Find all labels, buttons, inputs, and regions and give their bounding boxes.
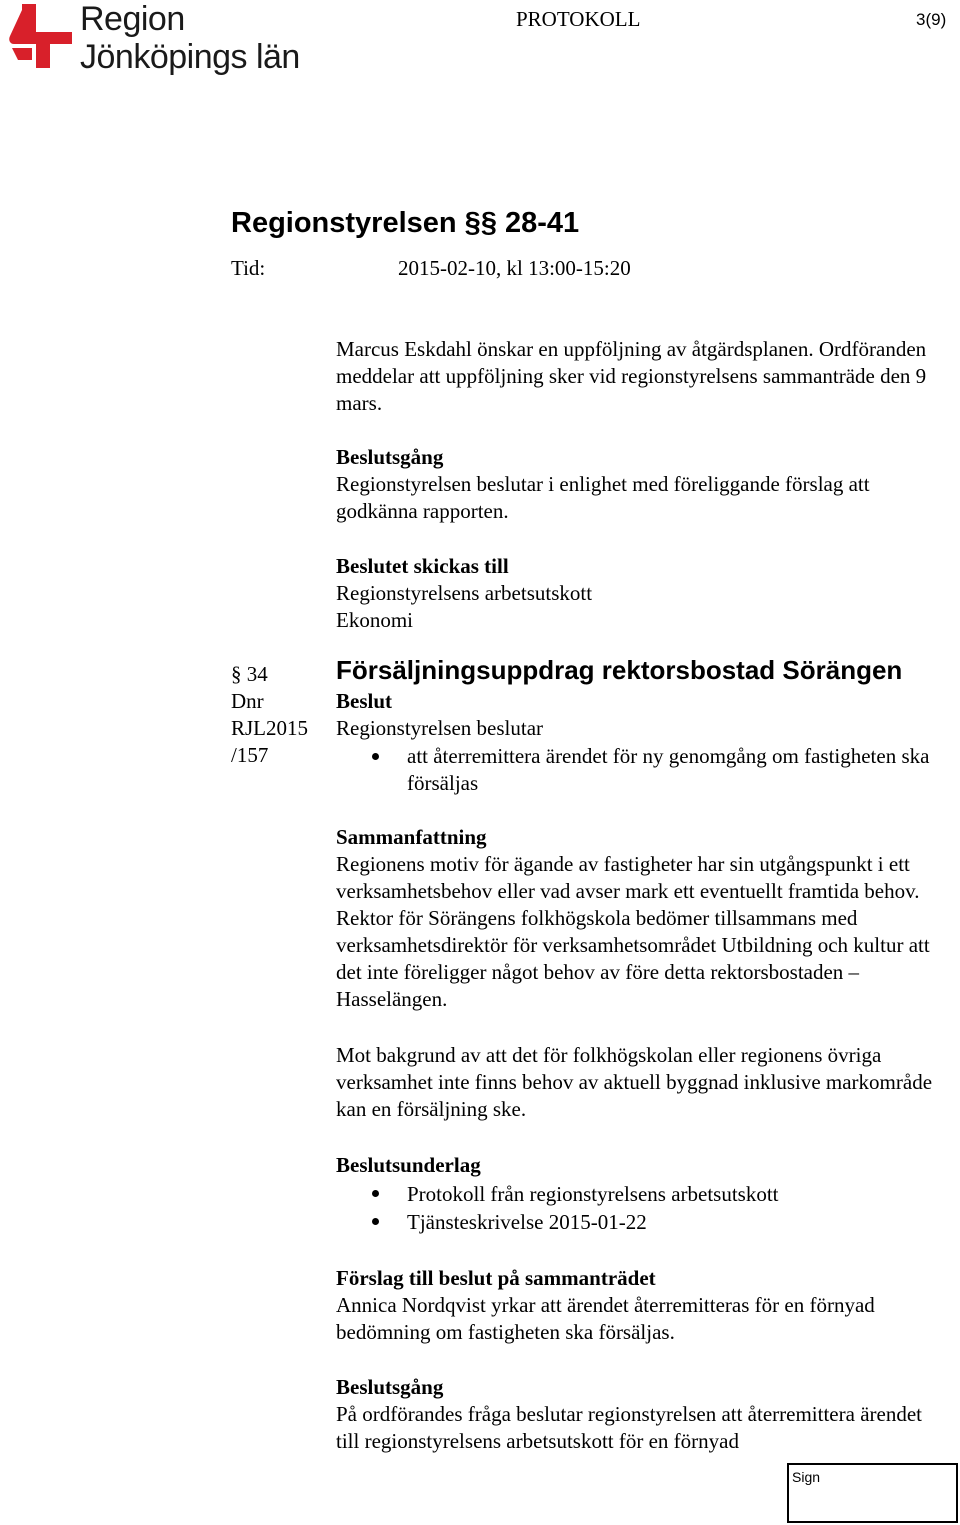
prev-beslutsgang-heading: Beslutsgång	[336, 445, 444, 469]
time-value: 2015-02-10, kl 13:00-15:20	[398, 256, 631, 280]
list-item: Protokoll från regionstyrelsens arbetsutskott	[336, 1180, 936, 1208]
sammanfattning-paragraph: Mot bakgrund av att det för folkhögskolan eller regionens övriga verksamhet inte finns behov av aktuell byggnad inklusive markområde kan en försäljning ske.	[336, 1043, 933, 1121]
logo-text-line1: Region	[80, 0, 185, 38]
logo	[6, 2, 306, 74]
beslut-list	[336, 743, 960, 797]
prev-recipient: Regionstyrelsens arbetsutskott	[336, 581, 593, 605]
logo-text-line2: Jönköpings län	[80, 38, 300, 76]
sign-label: Sign	[792, 1469, 821, 1485]
dnr-label: Dnr	[231, 689, 264, 713]
beslutsgang-heading: Beslutsgång	[336, 1375, 444, 1399]
forslag-text: Annica Nordqvist yrkar att ärendet återremitteras för en förnyad bedömning om fastigheten ska försäljas.	[336, 1293, 875, 1344]
underlag-list	[336, 1180, 936, 1236]
underlag-heading: Beslutsunderlag	[336, 1153, 481, 1177]
dnr-value: /157	[231, 743, 269, 767]
sammanfattning-paragraph: Regionens motiv för ägande av fastigheter har sin utgångspunkt i ett verksamhetsbehov eller vad avser mark ett eventuellt framtida behov. Rektor för Sörängens folkhögskola bedömer tillsammans med verksamhetsdirektör för verksamhetsområdet Utbildning och kultur att det inte föreligger något behov av före detta rektorsbostaden – Hasselängen.	[336, 852, 930, 1011]
prev-paragraph: Marcus Eskdahl önskar en uppföljning av åtgärdsplanen. Ordföranden meddelar att uppföljning sker vid regionstyrelsens sammanträde den 9 mars.	[336, 337, 927, 415]
forslag-heading: Förslag till beslut på sammanträdet	[336, 1266, 656, 1290]
time-label: Tid:	[231, 256, 266, 280]
item-title: Försäljningsuppdrag rektorsbostad Sörängen	[336, 655, 903, 685]
sign-box	[787, 1463, 958, 1523]
beslut-intro: Regionstyrelsen beslutar	[336, 716, 544, 740]
prev-recipient: Ekonomi	[336, 608, 413, 632]
list-item: Tjänsteskrivelse 2015-01-22	[336, 1208, 936, 1236]
beslutsgang-text: På ordförandes fråga beslutar regionstyrelsen att återremittera ärendet till regionstyrelsens arbetsutskott för en förnyad	[336, 1402, 922, 1453]
region-logo-icon	[6, 2, 76, 70]
prev-beslutsgang-text: Regionstyrelsen beslutar i enlighet med föreliggande förslag att godkänna rapporten.	[336, 472, 870, 523]
meeting-title: Regionstyrelsen §§ 28-41	[231, 207, 580, 239]
page-number: 3(9)	[916, 10, 947, 29]
sammanfattning-heading: Sammanfattning	[336, 825, 487, 849]
prev-skickas-heading: Beslutet skickas till	[336, 554, 509, 578]
list-item: att återremittera ärendet för ny genomgång om fastigheten ska försäljas	[336, 743, 960, 797]
section-number: § 34	[231, 662, 268, 686]
dnr-value: RJL2015	[231, 716, 309, 740]
beslut-heading: Beslut	[336, 689, 393, 713]
doc-type: PROTOKOLL	[516, 7, 641, 31]
